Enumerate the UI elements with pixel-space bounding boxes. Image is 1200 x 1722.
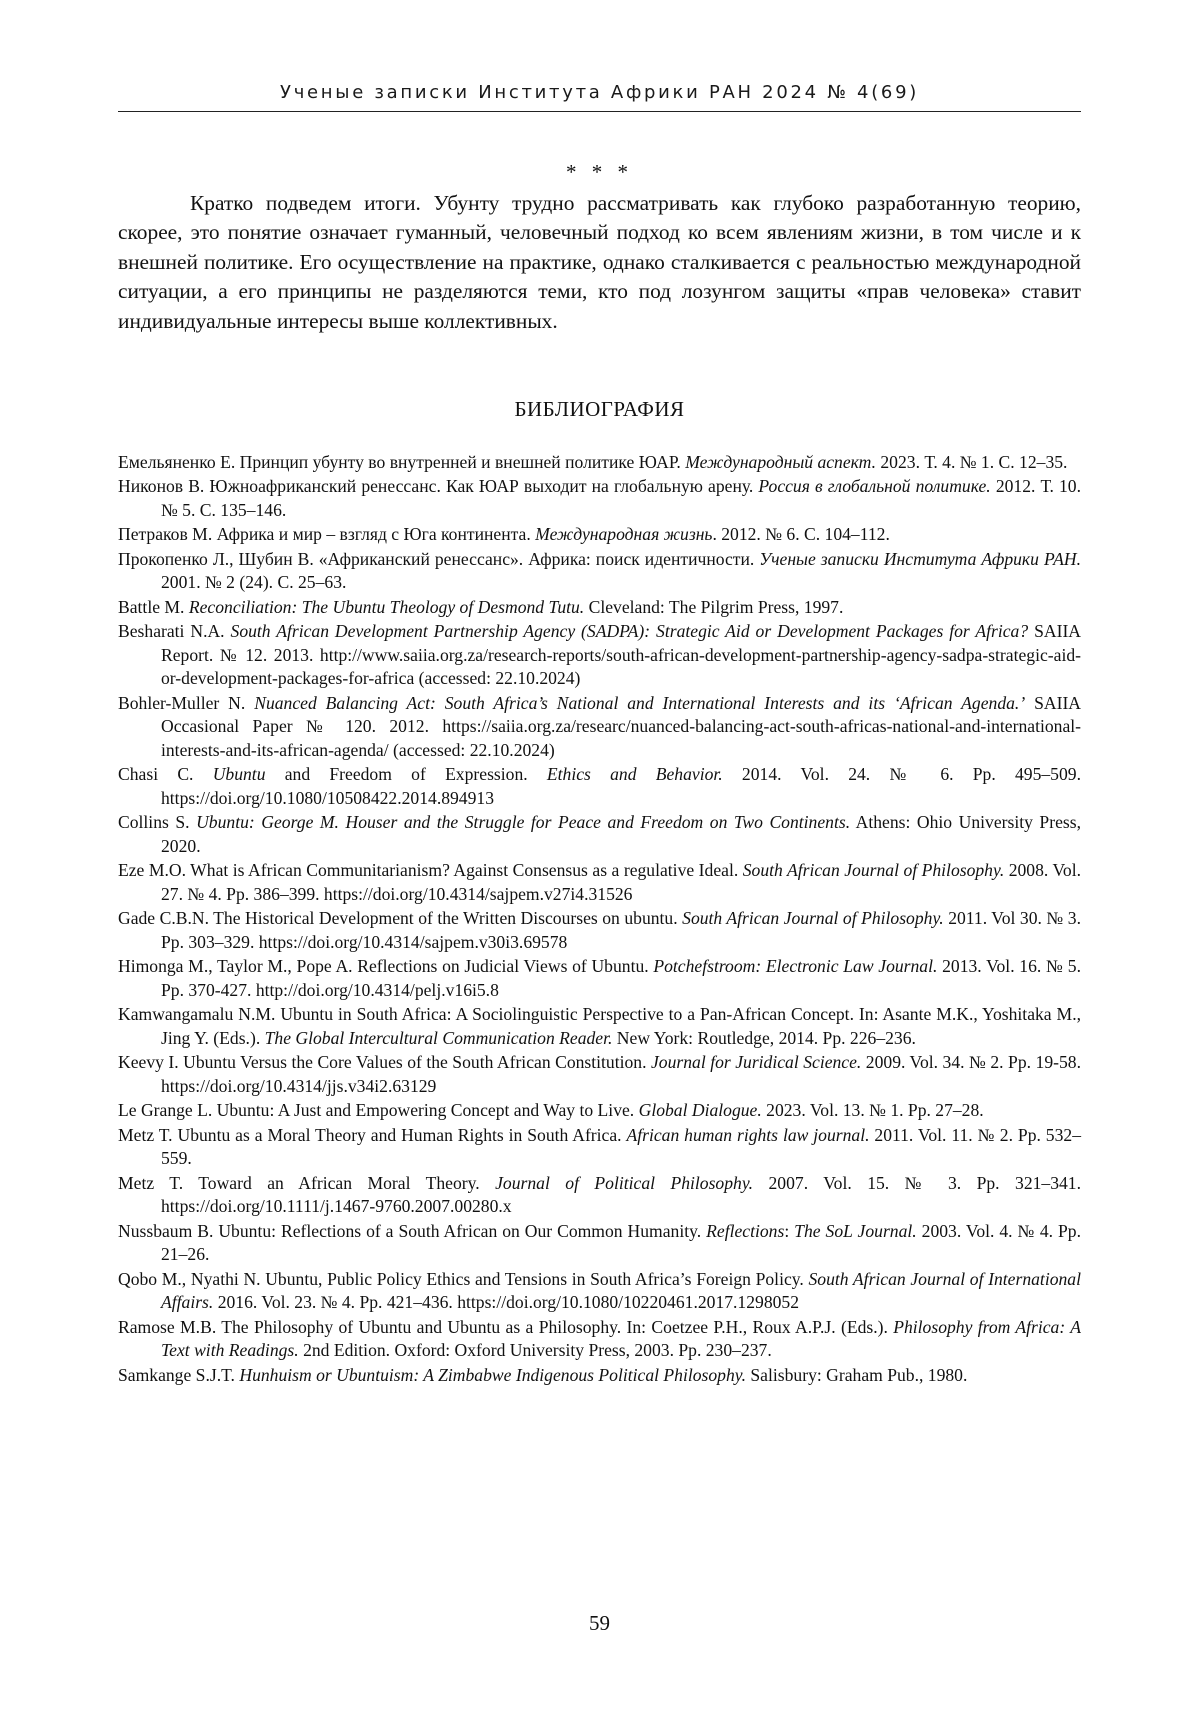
bibliography-entry [118,1003,1081,1050]
bibliography-entry-text: Eze M.O. What is African Communitarianism? Against Consensus as a regulative Ideal. [118,860,743,881]
bibliography-entry-title: Journal for Juridical Science. [650,1052,862,1073]
bibliography-entry-text: 2011. Vol 30. № 3. Pp. 303–329. https://doi.org/10.4314/sajpem.v30i3.69578 [161,908,1082,952]
bibliography-entry [118,475,1081,522]
bibliography-entry-text: Cleveland: The Pilgrim Press, 1997. [584,596,844,617]
bibliography-entry-text: Metz T. Toward an African Moral Theory. [118,1172,496,1193]
bibliography-entry [118,859,1081,906]
section-break: * * * [566,160,633,184]
bibliography-entry-text: 2023. Т. 4. № 1. С. 12–35. [875,452,1068,472]
bibliography-entry [118,763,1081,810]
bibliography-entry-title: Ethics and Behavior. [546,764,723,785]
bibliography-entry [118,1172,1081,1219]
bibliography-entry-text: Metz T. Ubuntu as a Moral Theory and Human Rights in South Africa. [118,1124,627,1145]
bibliography-entry-title: Ученые записки Института Африки РАН. [759,548,1082,569]
bibliography-entry [118,811,1081,858]
bibliography-entry-title: Россия в глобальной политике. [758,476,991,497]
bibliography-entry-text: 2012. Т. 10. № 5. С. 135–146. [161,476,1081,520]
bibliography-entry [118,907,1081,954]
conclusion-paragraph: Кратко подведем итоги. Убунту трудно рассматривать как глубоко разработанную теорию, скорее, это понятие означает гуманный, человечный подход ко всем явлениям жизни, в том числе и к внешней политике. Его осуществление на практике, однако сталкивается с реальностью международной ситуации, а его принципы не разделяются теми, кто под лозунгом защиты «прав человека» ставит индивидуальные интересы выше коллективных. [118,191,1081,333]
bibliography-entry [118,1364,1081,1388]
bibliography-entry-text: 2016. Vol. 23. № 4. Pp. 421–436. https://doi.org/10.1080/10220461.2017.1298052 [213,1292,800,1313]
bibliography-entry-text: Прокопенко Л., Шубин В. «Африканский ренессанс». Африка: поиск идентичности. [118,548,760,569]
bibliography-entry-text: 2023. Vol. 13. № 1. Pp. 27–28. [761,1100,984,1121]
bibliography-entry-text: 2008. Vol. 27. № 4. Pp. 386–399. https://doi.org/10.4314/sajpem.v27i4.31526 [161,860,1081,904]
bibliography-entry-title: The Global Intercultural Communication Reader. [264,1028,613,1048]
bibliography-entry-text: New York: Routledge, 2014. Pp. 226–236. [612,1028,916,1048]
bibliography-entry-title: South African Development Partnership Agency (SADPA): Strategic Aid or Development Packages for Africa? [230,620,1029,641]
bibliography-entry-title: Potchefstroom: Electronic Law Journal. [653,956,938,977]
bibliography-entry-text: SAIIA Report. № 12. 2013. http://www.saiia.org.za/research-reports/south-african-development-partnership-agency-sadpa-strategic-aid-or-development-packages-for-africa (accessed: 22.10.2024) [161,620,1082,689]
bibliography-entry-text: Le Grange L. Ubuntu: A Just and Empowering Concept and Way to Live. [118,1100,639,1121]
header-divider [118,111,1081,112]
bibliography-entry-title: Международный аспект. [685,452,876,472]
bibliography-entry-text: 2011. Vol. 11. № 2. Pp. 532–559. [161,1124,1081,1169]
bibliography-entry-text: Battle M. [118,596,189,617]
bibliography-entry-text: Ramose M.B. The Philosophy of Ubuntu and Ubuntu as a Philosophy. In: Coetzee P.H., Roux A.P.J. (Eds.). [118,1316,894,1337]
bibliography-entry-text: Qobo M., Nyathi N. Ubuntu, Public Policy Ethics and Tensions in South Africa’s Foreign Policy. [118,1268,809,1289]
bibliography-entry-text: Петраков М. Африка и мир – взгляд с Юга континента. [118,524,536,545]
bibliography-entry-text: Bohler-Muller N. [118,692,255,713]
bibliography-entry-text: 2009. Vol. 34. № 2. Pp. 19-58. https://doi.org/10.4314/jjs.v34i2.63129 [161,1052,1081,1096]
bibliography-entry-text: and Freedom of Expression. [265,764,547,785]
bibliography-entry-title: Ubuntu [212,764,266,785]
bibliography-entry-title: South African Journal of Philosophy. [682,908,944,929]
bibliography-entry [118,1316,1081,1363]
bibliography-entry-title: Hunhuism or Ubuntuism: A Zimbabwe Indigenous Political Philosophy. [239,1364,746,1385]
bibliography-entry-text: Himonga M., Taylor M., Pope A. Reflections on Judicial Views of Ubuntu. [118,956,654,977]
bibliography-entry-title: Philosophy from Africa: A Text with Readings. [161,1316,1081,1361]
bibliography-entry [118,1099,1081,1123]
bibliography-entry-text: Gade C.B.N. The Historical Development of the Written Discourses on ubuntu. [118,908,683,929]
bibliography-entry-text: Keevy I. Ubuntu Versus the Core Values of the South African Constitution. [118,1052,651,1073]
bibliography-entry [118,1220,1081,1267]
bibliography-entry-title: Ubuntu: George M. Houser and the Struggle for Peace and Freedom on Two Continents. [196,812,851,833]
bibliography-list [118,451,1081,1388]
bibliography-entry [118,451,1081,475]
bibliography-entry-text: Nussbaum B. Ubuntu: Reflections of a South African on Our Common Humanity. [118,1220,707,1241]
bibliography-entry-text: : [784,1220,795,1241]
bibliography-entry-text: Kamwangamalu N.M. Ubuntu in South Africa: A Sociolinguistic Perspective to a Pan-African Concept. In: Asante M.K., Yoshitaka M., Jing Y. (Eds.). [118,1004,1081,1048]
bibliography-entry-text: SAIIA Occasional Paper № 120. 2012. https://saiia.org.za/researc/nuanced-balancing-act-south-africas-national-and-international-interests-and-its-african-agenda/ (accessed: 22.10.2024) [161,692,1082,760]
bibliography-entry-text: Емельяненко Е. Принцип убунту во внутренней и внешней политике ЮАР. [118,452,686,472]
bibliography-entry [118,1124,1081,1171]
bibliography-entry-title: Reflections [706,1220,785,1241]
bibliography-entry [118,692,1081,763]
bibliography-entry-title: Международная жизнь [535,524,713,545]
bibliography-entry-text: 2001. № 2 (24). С. 25–63. [161,572,347,593]
bibliography-entry-title: South African Journal of Philosophy. [742,860,1005,881]
bibliography-entry-text: Athens: Ohio University Press, 2020. [161,812,1081,856]
bibliography-entry-text: 2014. Vol. 24. № 6. Pp. 495–509. https://doi.org/10.1080/10508422.2014.894913 [161,764,1081,808]
bibliography-entry-title: African human rights law journal. [626,1124,870,1145]
bibliography-entry [118,596,1081,620]
bibliography-entry-text: Salisbury: Graham Pub., 1980. [746,1364,968,1385]
bibliography-entry-text: . 2012. № 6. С. 104–112. [712,524,890,545]
bibliography-entry [118,523,1081,547]
bibliography-entry-title: South African Journal of International Affairs. [161,1268,1081,1313]
bibliography-entry-title: Journal of Political Philosophy. [495,1172,754,1193]
running-header: Ученые записки Института Африки РАН 2024 № 4(69) [280,82,919,103]
bibliography-entry-text: 2013. Vol. 16. № 5. Pp. 370-427. http://doi.org/10.4314/pelj.v16i5.8 [161,956,1081,1000]
bibliography-entry-title: Nuanced Balancing Act: South Africa’s National and International Interests and its ‘African Agenda.’ [254,692,1026,713]
bibliography-entry [118,955,1081,1002]
bibliography-entry [118,620,1081,691]
bibliography-entry-text: 2003. Vol. 4. № 4. Pp. 21–26. [161,1220,1081,1265]
bibliography-entry-text: Samkange S.J.T. [118,1364,240,1385]
bibliography-entry [118,1268,1081,1315]
bibliography-entry-text: Chasi C. [118,764,213,785]
bibliography-entry [118,1051,1081,1098]
bibliography-entry-text: Besharati N.A. [118,620,231,641]
bibliography-entry-text: 2nd Edition. Oxford: Oxford University Press, 2003. Pp. 230–237. [298,1340,772,1361]
bibliography-entry-title: Global Dialogue. [638,1100,762,1121]
bibliography-entry-title: The SoL Journal. [794,1220,917,1241]
bibliography-heading: БИБЛИОГРАФИЯ [514,397,685,421]
bibliography-entry [118,548,1081,595]
bibliography-entry-text: Никонов В. Южноафриканский ренессанс. Как ЮАР выходит на глобальную арену. [118,476,759,497]
bibliography-entry-text: Collins S. [118,812,197,833]
page-number: 59 [589,1611,610,1635]
bibliography-entry-text: 2007. Vol. 15. № 3. Pp. 321–341. https://doi.org/10.1111/j.1467-9760.2007.00280.x [161,1172,1081,1217]
bibliography-entry-title: Reconciliation: The Ubuntu Theology of Desmond Tutu. [188,596,585,617]
